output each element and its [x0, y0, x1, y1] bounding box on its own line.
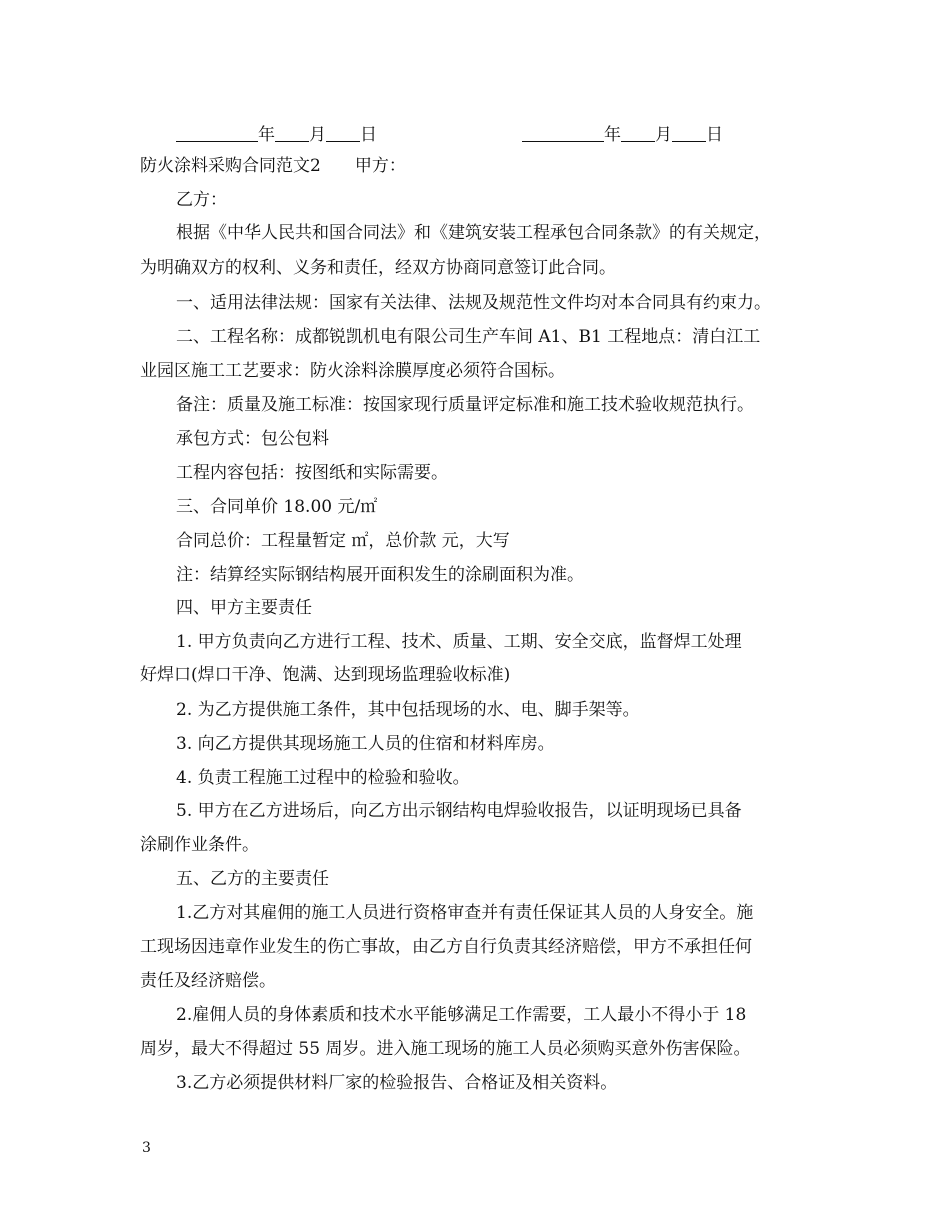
year-label: 年 — [604, 125, 621, 145]
paragraph-line: 为明确双方的权利、义务和责任，经双方协商同意签订此合同。 — [140, 258, 616, 278]
paragraph-line: 2. 为乙方提供施工条件，其中包括现场的水、电、脚手架等。 — [176, 700, 640, 720]
month-label: 月 — [655, 125, 672, 145]
day-blank — [326, 125, 360, 142]
section-heading: 四、甲方主要责任 — [176, 598, 312, 618]
paragraph-line: 周岁，最大不得超过 55 周岁。进入施工现场的施工人员必须购买意外伤害保险。 — [140, 1039, 751, 1059]
paragraph-line: 备注：质量及施工标准：按国家现行质量评定标准和施工技术验收规范执行。 — [176, 395, 754, 415]
month-label: 月 — [309, 125, 326, 145]
paragraph-line: 3. 向乙方提供其现场施工人员的住宿和材料库房。 — [176, 734, 555, 754]
party-b-line: 乙方： — [176, 190, 227, 210]
year-blank — [176, 125, 258, 142]
month-blank — [275, 125, 309, 142]
paragraph-line: 合同总价：工程量暂定 ㎡，总价款 元，大写 — [176, 531, 510, 551]
paragraph-line: 业园区施工工艺要求：防火涂料涂膜厚度必须符合国标。 — [140, 361, 565, 381]
paragraph-line: 1.乙方对其雇佣的施工人员进行资格审查并有责任保证其人员的人身安全。施 — [176, 903, 754, 923]
paragraph-line: 三、合同单价 18.00 元/㎡ — [176, 497, 378, 517]
paragraph-line: 一、适用法律法规：国家有关法律、法规及规范性文件均对本合同具有约束力。 — [176, 293, 771, 313]
paragraph-line: 1. 甲方负责向乙方进行工程、技术、质量、工期、安全交底，监督焊工处理 — [176, 632, 742, 652]
paragraph-line: 5. 甲方在乙方进场后，向乙方出示钢结构电焊验收报告，以证明现场已具备 — [176, 801, 742, 821]
date-line-right — [522, 120, 723, 145]
section-heading: 五、乙方的主要责任 — [176, 869, 329, 889]
paragraph-line: 2.雇佣人员的身体素质和技术水平能够满足工作需要，工人最小不得小于 18 — [176, 1005, 747, 1025]
paragraph-line: 工程内容包括：按图纸和实际需要。 — [176, 463, 448, 483]
page-number: 3 — [142, 1140, 151, 1156]
paragraph-line: 责任及经济赔偿。 — [140, 971, 276, 991]
paragraph-line: 承包方式：包公包料 — [176, 429, 329, 449]
paragraph-line: 二、工程名称：成都锐凯机电有限公司生产车间 A1、B1 工程地点：清白江工 — [176, 327, 761, 347]
paragraph-line: 4. 负责工程施工过程中的检验和验收。 — [176, 768, 470, 788]
year-blank — [522, 125, 604, 142]
month-blank — [621, 125, 655, 142]
paragraph-line: 根据《中华人民共和国合同法》和《建筑安装工程承包合同条款》的有关规定， — [176, 223, 771, 243]
paragraph-line: 涂刷作业条件。 — [140, 835, 259, 855]
paragraph-line: 工现场因违章作业发生的伤亡事故，由乙方自行负责其经济赔偿，甲方不承担任何 — [140, 937, 752, 957]
day-label: 日 — [706, 125, 723, 145]
paragraph-line: 注：结算经实际钢结构展开面积发生的涂刷面积为准。 — [176, 565, 584, 585]
day-label: 日 — [360, 125, 377, 145]
year-label: 年 — [258, 125, 275, 145]
day-blank — [672, 125, 706, 142]
date-line-left — [176, 120, 377, 145]
paragraph-line: 好焊口(焊口干净、饱满、达到现场监理验收标准) — [140, 665, 511, 685]
document-title-line: 防火涂料采购合同范文2 甲方： — [140, 156, 406, 176]
paragraph-line: 3.乙方必须提供材料厂家的检验报告、合格证及相关资料。 — [176, 1073, 618, 1093]
